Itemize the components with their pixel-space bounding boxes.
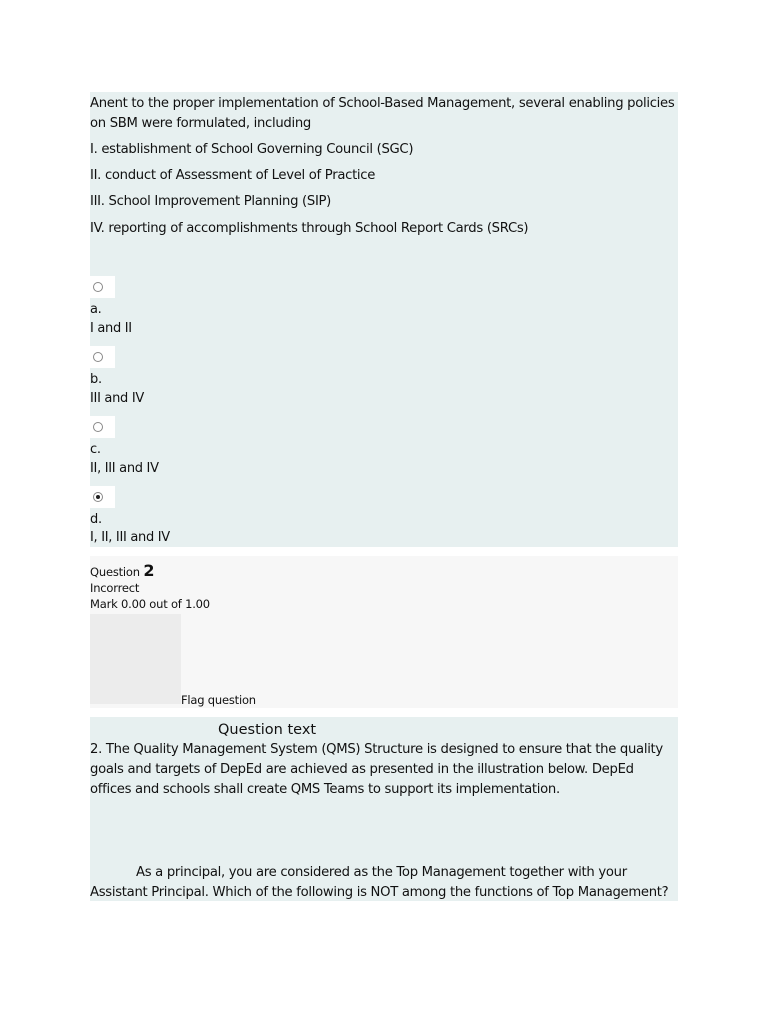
option-c-text[interactable]: II, III and IV [90, 461, 159, 476]
option-c-radio-box[interactable] [90, 416, 115, 438]
question-1-block [90, 92, 678, 547]
flag-question-link[interactable]: Flag question [181, 693, 256, 707]
option-a-radio[interactable] [93, 282, 103, 292]
option-a-letter: a. [90, 302, 102, 317]
option-b-radio[interactable] [93, 352, 103, 362]
option-c-letter: c. [90, 442, 101, 457]
question-text-heading: Question text [218, 722, 317, 738]
option-c-radio[interactable] [93, 422, 103, 432]
question-2-info [90, 556, 678, 708]
option-b-text[interactable]: III and IV [90, 391, 144, 406]
question-label: Question [90, 565, 140, 579]
question-1-intro: Anent to the proper implementation of School-Based Management, several enabling policies on SBM were formulated, including [90, 96, 675, 131]
option-d-radio-box[interactable] [90, 486, 115, 508]
question-state: Incorrect [90, 581, 140, 595]
policy-item-1: I. establishment of School Governing Council (SGC) [90, 142, 414, 157]
question-2-paragraph-1: 2. The Quality Management System (QMS) Structure is designed to ensure that the quality goals and targets of DepEd are achieved as presented in the illustration below. DepEd offices and schools shall create QMS Teams to support its implementation. [90, 742, 663, 797]
option-b-letter: b. [90, 372, 102, 387]
question-mark: Mark 0.00 out of 1.00 [90, 597, 210, 611]
policy-item-3: III. School Improvement Planning (SIP) [90, 194, 332, 209]
option-d-radio-selected[interactable] [93, 492, 103, 502]
policy-item-4: IV. reporting of accomplishments through School Report Cards (SRCs) [90, 221, 529, 236]
option-a-text[interactable]: I and II [90, 321, 132, 336]
question-2-paragraph-2: As a principal, you are considered as the Top Management together with your Assistant Principal. Which of the following is NOT among the functions of Top Management? [90, 865, 669, 900]
option-b-radio-box[interactable] [90, 346, 115, 368]
option-a-radio-box[interactable] [90, 276, 115, 298]
flag-icon[interactable] [90, 614, 181, 704]
question-number-label [90, 562, 154, 581]
option-d-letter: d. [90, 512, 102, 527]
question-2-block [90, 717, 678, 901]
policy-item-2: II. conduct of Assessment of Level of Practice [90, 168, 376, 183]
question-number: 2 [143, 561, 155, 580]
option-d-text[interactable]: I, II, III and IV [90, 530, 170, 545]
